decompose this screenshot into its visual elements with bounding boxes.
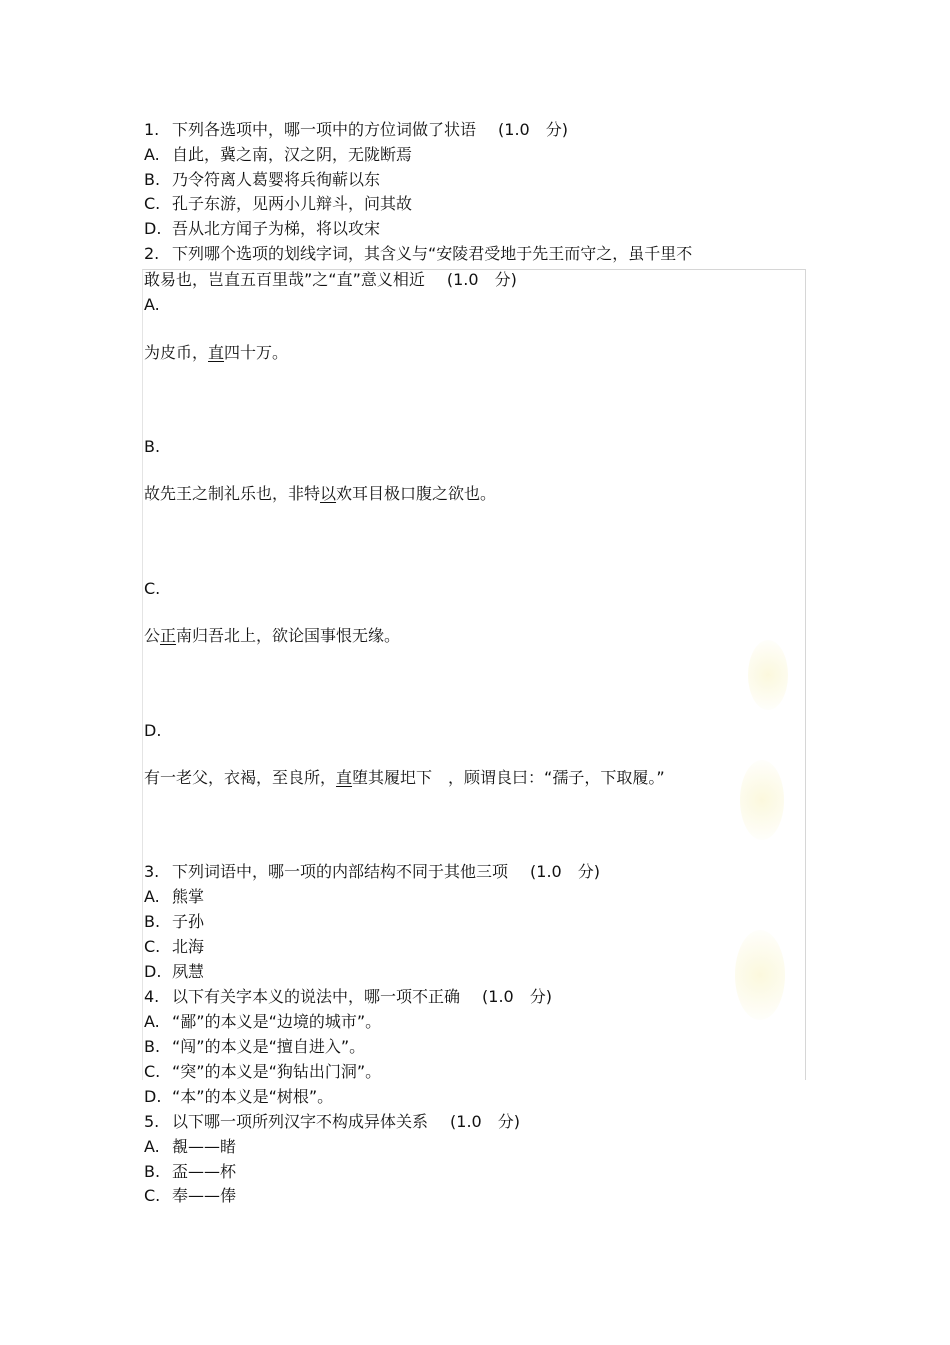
- question-1-option-d: [144, 219, 380, 239]
- question-score: (1.0 分): [498, 120, 568, 139]
- option-text: 熊掌: [172, 887, 205, 906]
- option-text: 子孙: [172, 912, 205, 931]
- question-2-option-c-label: [144, 579, 160, 599]
- question-2-option-d-label: [144, 721, 161, 741]
- option-text: 南归吾北上，欲论国事恨无缘。: [176, 626, 401, 645]
- question-score: (1.0 分): [446, 270, 517, 289]
- question-text: 下列词语中，哪一项的内部结构不同于其他三项: [172, 862, 509, 881]
- option-text: 乃令符离人葛婴将兵徇蕲以东: [172, 170, 381, 189]
- option-text: 四十万。: [224, 343, 289, 362]
- option-text: 堕其履圯下 ，顾谓良曰：“孺子，下取履。”: [352, 768, 665, 787]
- option-text: 为皮币，: [144, 343, 209, 362]
- question-text: 以下有关字本义的说法中，哪一项不正确: [172, 987, 461, 1006]
- option-label: B.: [144, 1162, 161, 1181]
- question-number: 4.: [144, 987, 160, 1006]
- question-2-stem-line-1: [144, 244, 692, 264]
- question-score: (1.0 分): [530, 862, 600, 881]
- option-label: C.: [144, 194, 161, 213]
- option-label: A.: [144, 887, 160, 906]
- question-2-option-a-text: [144, 343, 288, 363]
- question-2-option-b-label: [144, 437, 160, 457]
- question-number: 5.: [144, 1112, 160, 1131]
- option-label: C.: [144, 579, 161, 598]
- option-label: C.: [144, 937, 161, 956]
- scan-smudge: [748, 640, 788, 710]
- option-text: 孔子东游，见两小儿辩斗，问其故: [172, 194, 413, 213]
- option-label: A.: [144, 1137, 160, 1156]
- option-text: 公: [144, 626, 161, 645]
- question-4-stem: [144, 987, 552, 1007]
- question-1-option-a: [144, 145, 412, 165]
- question-5-option-a: [144, 1137, 236, 1157]
- question-number: 1.: [144, 120, 160, 139]
- option-text: 故先王之制礼乐也，非特: [144, 484, 321, 503]
- option-label: B.: [144, 170, 161, 189]
- question-3-option-c: [144, 937, 204, 957]
- option-label: B.: [144, 1037, 161, 1056]
- question-score: (1.0 分): [450, 1112, 520, 1131]
- option-text: “闯”的本义是“擅自进入”。: [172, 1037, 366, 1056]
- option-label: C.: [144, 1186, 161, 1205]
- option-text: “鄙”的本义是“边境的城市”。: [172, 1012, 382, 1031]
- question-2-option-b-text: [144, 484, 496, 504]
- question-1-option-c: [144, 194, 412, 214]
- option-label: D.: [144, 219, 162, 238]
- underlined-word: 正: [160, 626, 177, 645]
- question-number: 3.: [144, 862, 160, 881]
- option-label: C.: [144, 1062, 161, 1081]
- question-2-option-d-text: [144, 768, 665, 788]
- option-text: 盃——杯: [172, 1162, 237, 1181]
- scan-smudge: [740, 760, 784, 840]
- underlined-word: 直: [208, 343, 225, 362]
- question-1-option-b: [144, 170, 380, 190]
- question-5-option-b: [144, 1162, 236, 1182]
- question-4-option-b: [144, 1037, 365, 1057]
- question-2-option-c-text: [144, 626, 400, 646]
- embedded-frame: [142, 269, 806, 1080]
- option-label: A.: [144, 295, 160, 314]
- question-3-option-a: [144, 887, 204, 907]
- question-text: 以下哪一项所列汉字不构成异体关系: [172, 1112, 429, 1131]
- option-label: D.: [144, 721, 162, 740]
- option-text: 覩——睹: [172, 1137, 237, 1156]
- underlined-word: 直: [336, 768, 353, 787]
- question-text: 下列各选项中，哪一项中的方位词做了状语: [172, 120, 477, 139]
- question-4-option-d: [144, 1087, 333, 1107]
- option-text: 吾从北方闻子为梯，将以攻宋: [172, 219, 381, 238]
- question-text: 敢易也，岂直五百里哉”之“直”意义相近: [144, 270, 425, 289]
- question-4-option-a: [144, 1012, 381, 1032]
- question-4-option-c: [144, 1062, 381, 1082]
- option-text: “突”的本义是“狗钻出门洞”。: [172, 1062, 382, 1081]
- scan-smudge: [735, 930, 785, 1020]
- option-text: 有一老父，衣褐，至良所，: [144, 768, 337, 787]
- option-text: 北海: [172, 937, 205, 956]
- option-text: 奉——俸: [172, 1186, 237, 1205]
- option-label: D.: [144, 962, 162, 981]
- underlined-word: 以: [320, 484, 337, 503]
- option-label: A.: [144, 145, 160, 164]
- question-2-stem-line-2: [144, 270, 517, 290]
- question-5-option-c: [144, 1186, 236, 1206]
- question-text: 下列哪个选项的划线字词，其含义与“安陵君受地于先王而守之，虽千里不: [172, 244, 693, 263]
- option-text: “本”的本义是“树根”。: [172, 1087, 334, 1106]
- option-text: 夙慧: [172, 962, 205, 981]
- option-label: B.: [144, 437, 161, 456]
- question-5-stem: [144, 1112, 520, 1132]
- option-label: B.: [144, 912, 161, 931]
- option-label: D.: [144, 1087, 162, 1106]
- option-text: 自此，冀之南，汉之阴，无陇断焉: [172, 145, 413, 164]
- option-label: A.: [144, 1012, 160, 1031]
- question-3-option-b: [144, 912, 204, 932]
- question-3-stem: [144, 862, 600, 882]
- question-score: (1.0 分): [482, 987, 552, 1006]
- question-2-option-a-label: [144, 295, 160, 315]
- question-number: 2.: [144, 244, 160, 263]
- question-3-option-d: [144, 962, 204, 982]
- option-text: 欢耳目极口腹之欲也。: [336, 484, 497, 503]
- question-1-stem: [144, 120, 568, 140]
